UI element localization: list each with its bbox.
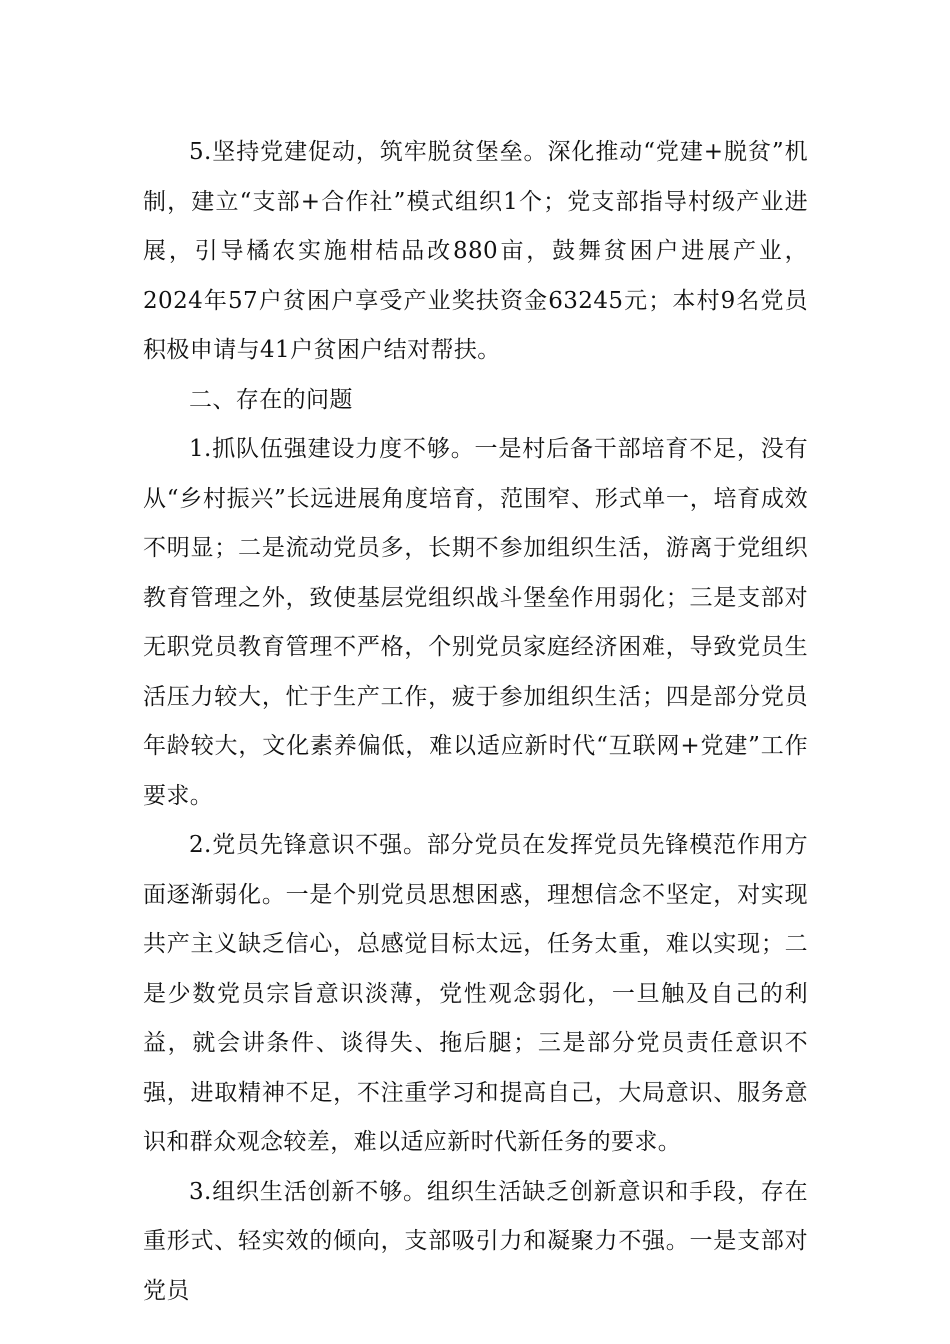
paragraph-problem-3: 3.组织生活创新不够。组织生活缺乏创新意识和手段，存在重形式、轻实效的倾向，支部吸引力和凝聚力不强。一是支部对党员 — [143, 1178, 808, 1304]
paragraph-problem-1: 1.抓队伍强建设力度不够。一是村后备干部培育不足，没有从“乡村振兴”长远进展角度培育，范围窄、形式单一，培育成效不明显；二是流动党员多，长期不参加组织生活，游离于党组织教育管理之外，致使基层党组织战斗堡垒作用弱化；三是支部对无职党员教育管理不严格，个别党员家庭经济困难，导致党员生活压力较大，忙于生产工作，疲于参加组织生活；四是部分党员年龄较大，文化素养偏低，难以适应新时代“互联网+党建”工作要求。 — [143, 436, 808, 809]
document-body — [143, 128, 808, 1316]
paragraph-problem-2: 2.党员先锋意识不强。部分党员在发挥党员先锋模范作用方面逐渐弱化。一是个别党员思想困惑，理想信念不坚定，对实现共产主义缺乏信心，总感觉目标太远，任务太重，难以实现；二是少数党员宗旨意识淡薄，党性观念弱化，一旦触及自己的利益，就会讲条件、谈得失、拖后腿；三是部分党员责任意识不强，进取精神不足，不注重学习和提高自己，大局意识、服务意识和群众观念较差，难以适应新时代新任务的要求。 — [143, 832, 808, 1155]
paragraph-item-5: 5.坚持党建促动，筑牢脱贫堡垒。深化推动“党建+脱贫”机制，建立“支部+合作社”模式组织1个；党支部指导村级产业进展，引导橘农实施柑桔品改880亩，鼓舞贫困户进展产业，2024年57户贫困户享受产业奖扶资金63245元；本村9名党员积极申请与41户贫困户结对帮扶。 — [143, 139, 808, 363]
section-heading-problems: 二、存在的问题 — [189, 386, 353, 413]
